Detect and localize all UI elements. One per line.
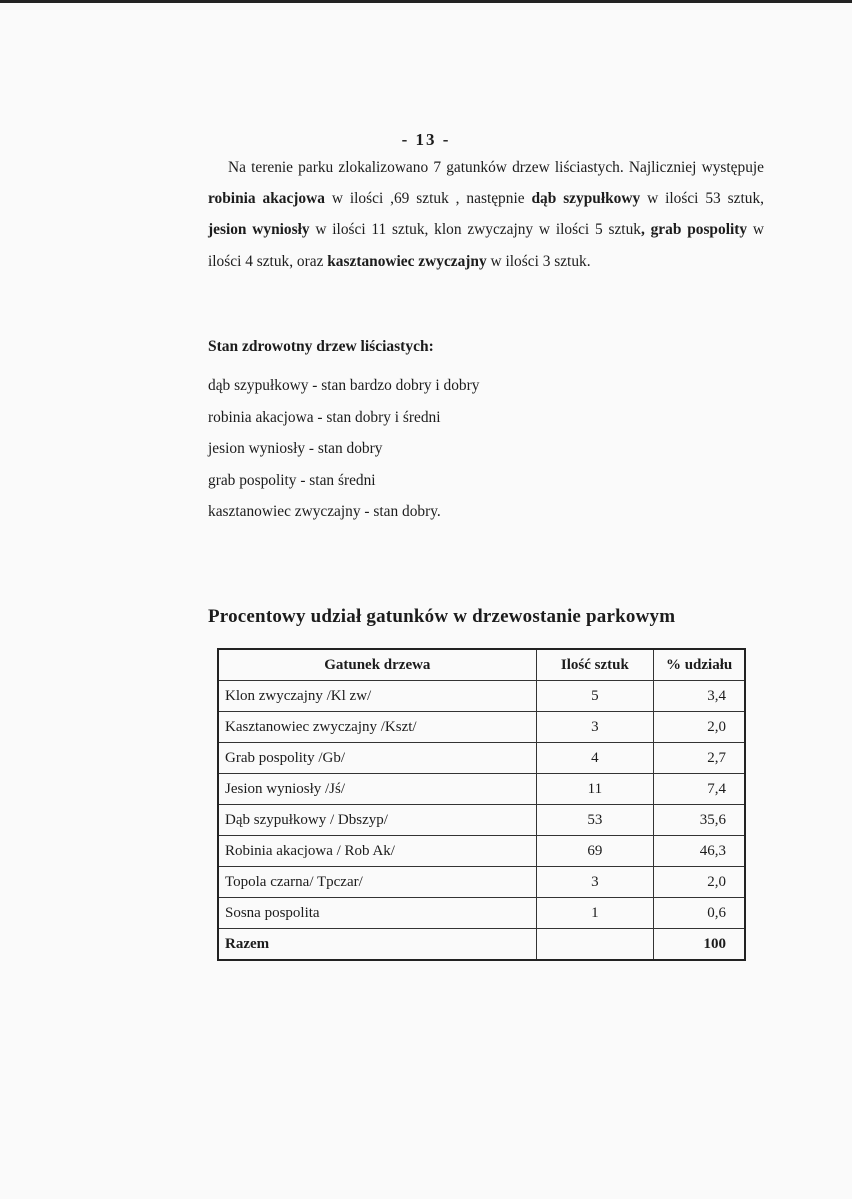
cell-species: Robinia akacjowa / Rob Ak/ [218, 836, 536, 867]
health-list [208, 370, 479, 528]
cell-share: 3,4 [654, 681, 745, 712]
header-share: % udziału [654, 649, 745, 681]
cell-quantity: 3 [536, 712, 654, 743]
species-table [217, 648, 746, 961]
cell-share: 2,7 [654, 743, 745, 774]
cell-quantity: 1 [536, 898, 654, 929]
total-label: Razem [218, 929, 536, 961]
health-item: grab pospolity - stan średni [208, 471, 376, 489]
cell-species: Klon zwyczajny /Kl zw/ [218, 681, 536, 712]
table-total-row [218, 929, 745, 961]
header-quantity: Ilość sztuk [536, 649, 654, 681]
intro-bold-text: robinia akacjowa [208, 190, 325, 208]
intro-bold-text: jesion wyniosły [208, 221, 310, 239]
total-quantity [536, 929, 654, 961]
cell-species: Dąb szypułkowy / Dbszyp/ [218, 805, 536, 836]
cell-species: Grab pospolity /Gb/ [218, 743, 536, 774]
page-number: - 13 - [401, 130, 451, 149]
health-item: kasztanowiec zwyczajny - stan dobry. [208, 503, 441, 520]
table-row [218, 743, 745, 774]
cell-species: Topola czarna/ Tpczar/ [218, 867, 536, 898]
table-row [218, 805, 745, 836]
cell-share: 35,6 [654, 805, 745, 836]
intro-text: w ilości 53 sztuk, [640, 190, 764, 208]
cell-share: 2,0 [654, 867, 745, 898]
health-item: dąb szypułkowy - stan bardzo dobry i dobry [208, 377, 480, 394]
intro-text: w ilości 11 sztuk, klon zwyczajny w ilości 5 sztuk [309, 221, 641, 239]
intro-text: w ilości ,69 sztuk , następnie [324, 190, 532, 208]
cell-quantity: 5 [536, 681, 654, 712]
cell-quantity: 69 [536, 836, 654, 867]
health-heading: Stan zdrowotny drzew liściastych: [208, 338, 434, 355]
cell-share: 46,3 [654, 836, 745, 867]
table-header-row [218, 649, 745, 681]
scan-border [0, 0, 852, 3]
table-title: Procentowy udział gatunków w drzewostanie parkowym [208, 606, 676, 627]
cell-species: Kasztanowiec zwyczajny /Kszt/ [218, 712, 536, 743]
cell-species: Jesion wyniosły /Jś/ [218, 774, 536, 805]
health-item: jesion wyniosły - stan dobry [208, 440, 383, 457]
table-row [218, 898, 745, 929]
cell-quantity: 4 [536, 743, 654, 774]
table-row [218, 681, 745, 712]
intro-bold-text: kasztanowiec zwyczajny [327, 252, 487, 270]
table-row [218, 836, 745, 867]
cell-quantity: 53 [536, 805, 654, 836]
intro-paragraph [208, 152, 764, 277]
intro-bold-text: , grab pospolity [640, 221, 748, 239]
cell-share: 7,4 [654, 774, 745, 805]
table-row [218, 867, 745, 898]
health-item: robinia akacjowa - stan dobry i średni [208, 408, 441, 426]
cell-species: Sosna pospolita [218, 898, 536, 929]
cell-share: 2,0 [654, 712, 745, 743]
cell-quantity: 3 [536, 867, 654, 898]
intro-bold-text: dąb szypułkowy [531, 190, 641, 208]
table-row [218, 774, 745, 805]
intro-text: Na terenie parku zlokalizowano 7 gatunków drzew liściastych. Najliczniej występuje [228, 159, 764, 176]
cell-share: 0,6 [654, 898, 745, 929]
header-species: Gatunek drzewa [218, 649, 536, 681]
total-share: 100 [654, 929, 745, 961]
cell-quantity: 11 [536, 774, 654, 805]
table-row [218, 712, 745, 743]
intro-text: w ilości 4 sztuk, oraz [208, 221, 764, 270]
intro-text: w ilości 3 sztuk. [486, 252, 591, 270]
